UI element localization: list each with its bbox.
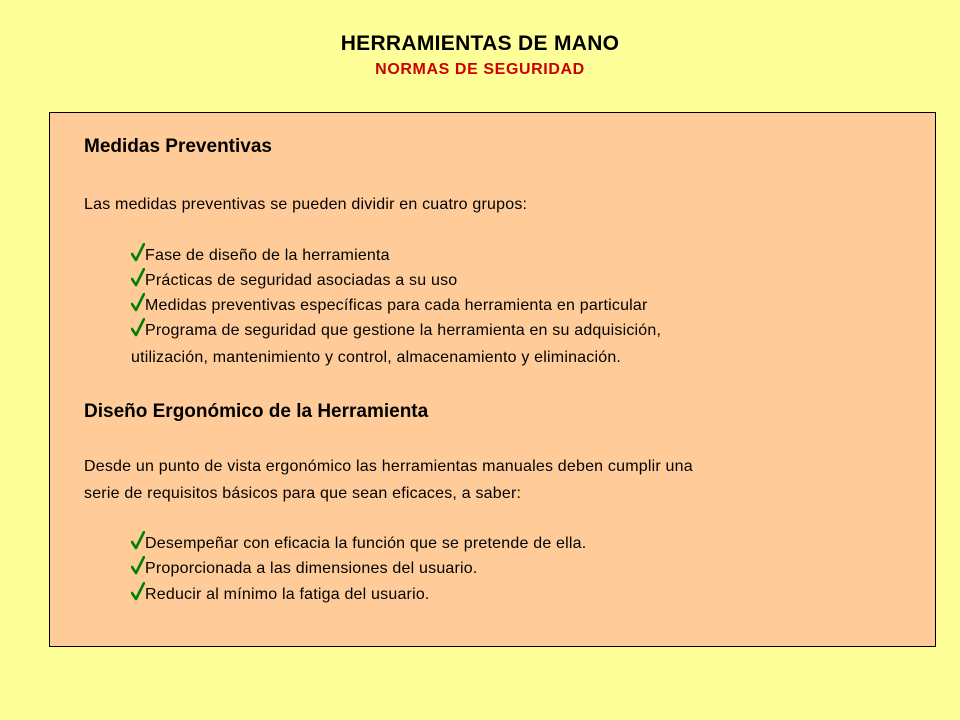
list-item-text: Fase de diseño de la herramienta [145,247,390,264]
list-item-text: Prácticas de seguridad asociadas a su uso [145,272,458,289]
checkmark-icon [131,556,145,575]
list-item [134,535,586,553]
page-title: HERRAMIENTAS DE MANO [340,32,620,55]
list-item [134,586,430,604]
list-item [134,297,648,315]
list-item [134,322,661,340]
list-item-text: Programa de seguridad que gestione la herramienta en su adquisición, [145,322,662,339]
checkmark-icon [131,582,145,601]
checkmark-icon [131,531,145,550]
list-item-text: Reducir al mínimo la fatiga del usuario. [145,586,430,603]
list-item [134,247,390,265]
page-subtitle: NORMAS DE SEGURIDAD [375,61,585,78]
list-item [134,560,478,578]
checkmark-icon [131,293,145,312]
list-item-text: Medidas preventivas específicas para cada herramienta en particular [145,297,648,314]
list-item-continuation: utilización, mantenimiento y control, almacenamiento y eliminación. [131,349,622,366]
content-panel [49,112,936,647]
section-intro-preventive: Las medidas preventivas se pueden dividir en cuatro grupos: [84,196,528,213]
checkmark-icon [131,268,145,287]
checkmark-icon [131,243,145,262]
checkmark-icon [131,318,145,337]
list-item [134,272,457,290]
section-intro-ergonomic-line2: serie de requisitos básicos para que sean eficaces, a saber: [84,485,522,502]
section-heading-ergonomic: Diseño Ergonómico de la Herramienta [84,401,429,422]
list-item-text: Proporcionada a las dimensiones del usuario. [145,560,478,577]
list-item-text: Desempeñar con eficacia la función que se pretende de ella. [145,535,587,552]
section-intro-ergonomic-line1: Desde un punto de vista ergonómico las herramientas manuales deben cumplir una [84,458,693,475]
section-heading-preventive: Medidas Preventivas [84,136,272,157]
